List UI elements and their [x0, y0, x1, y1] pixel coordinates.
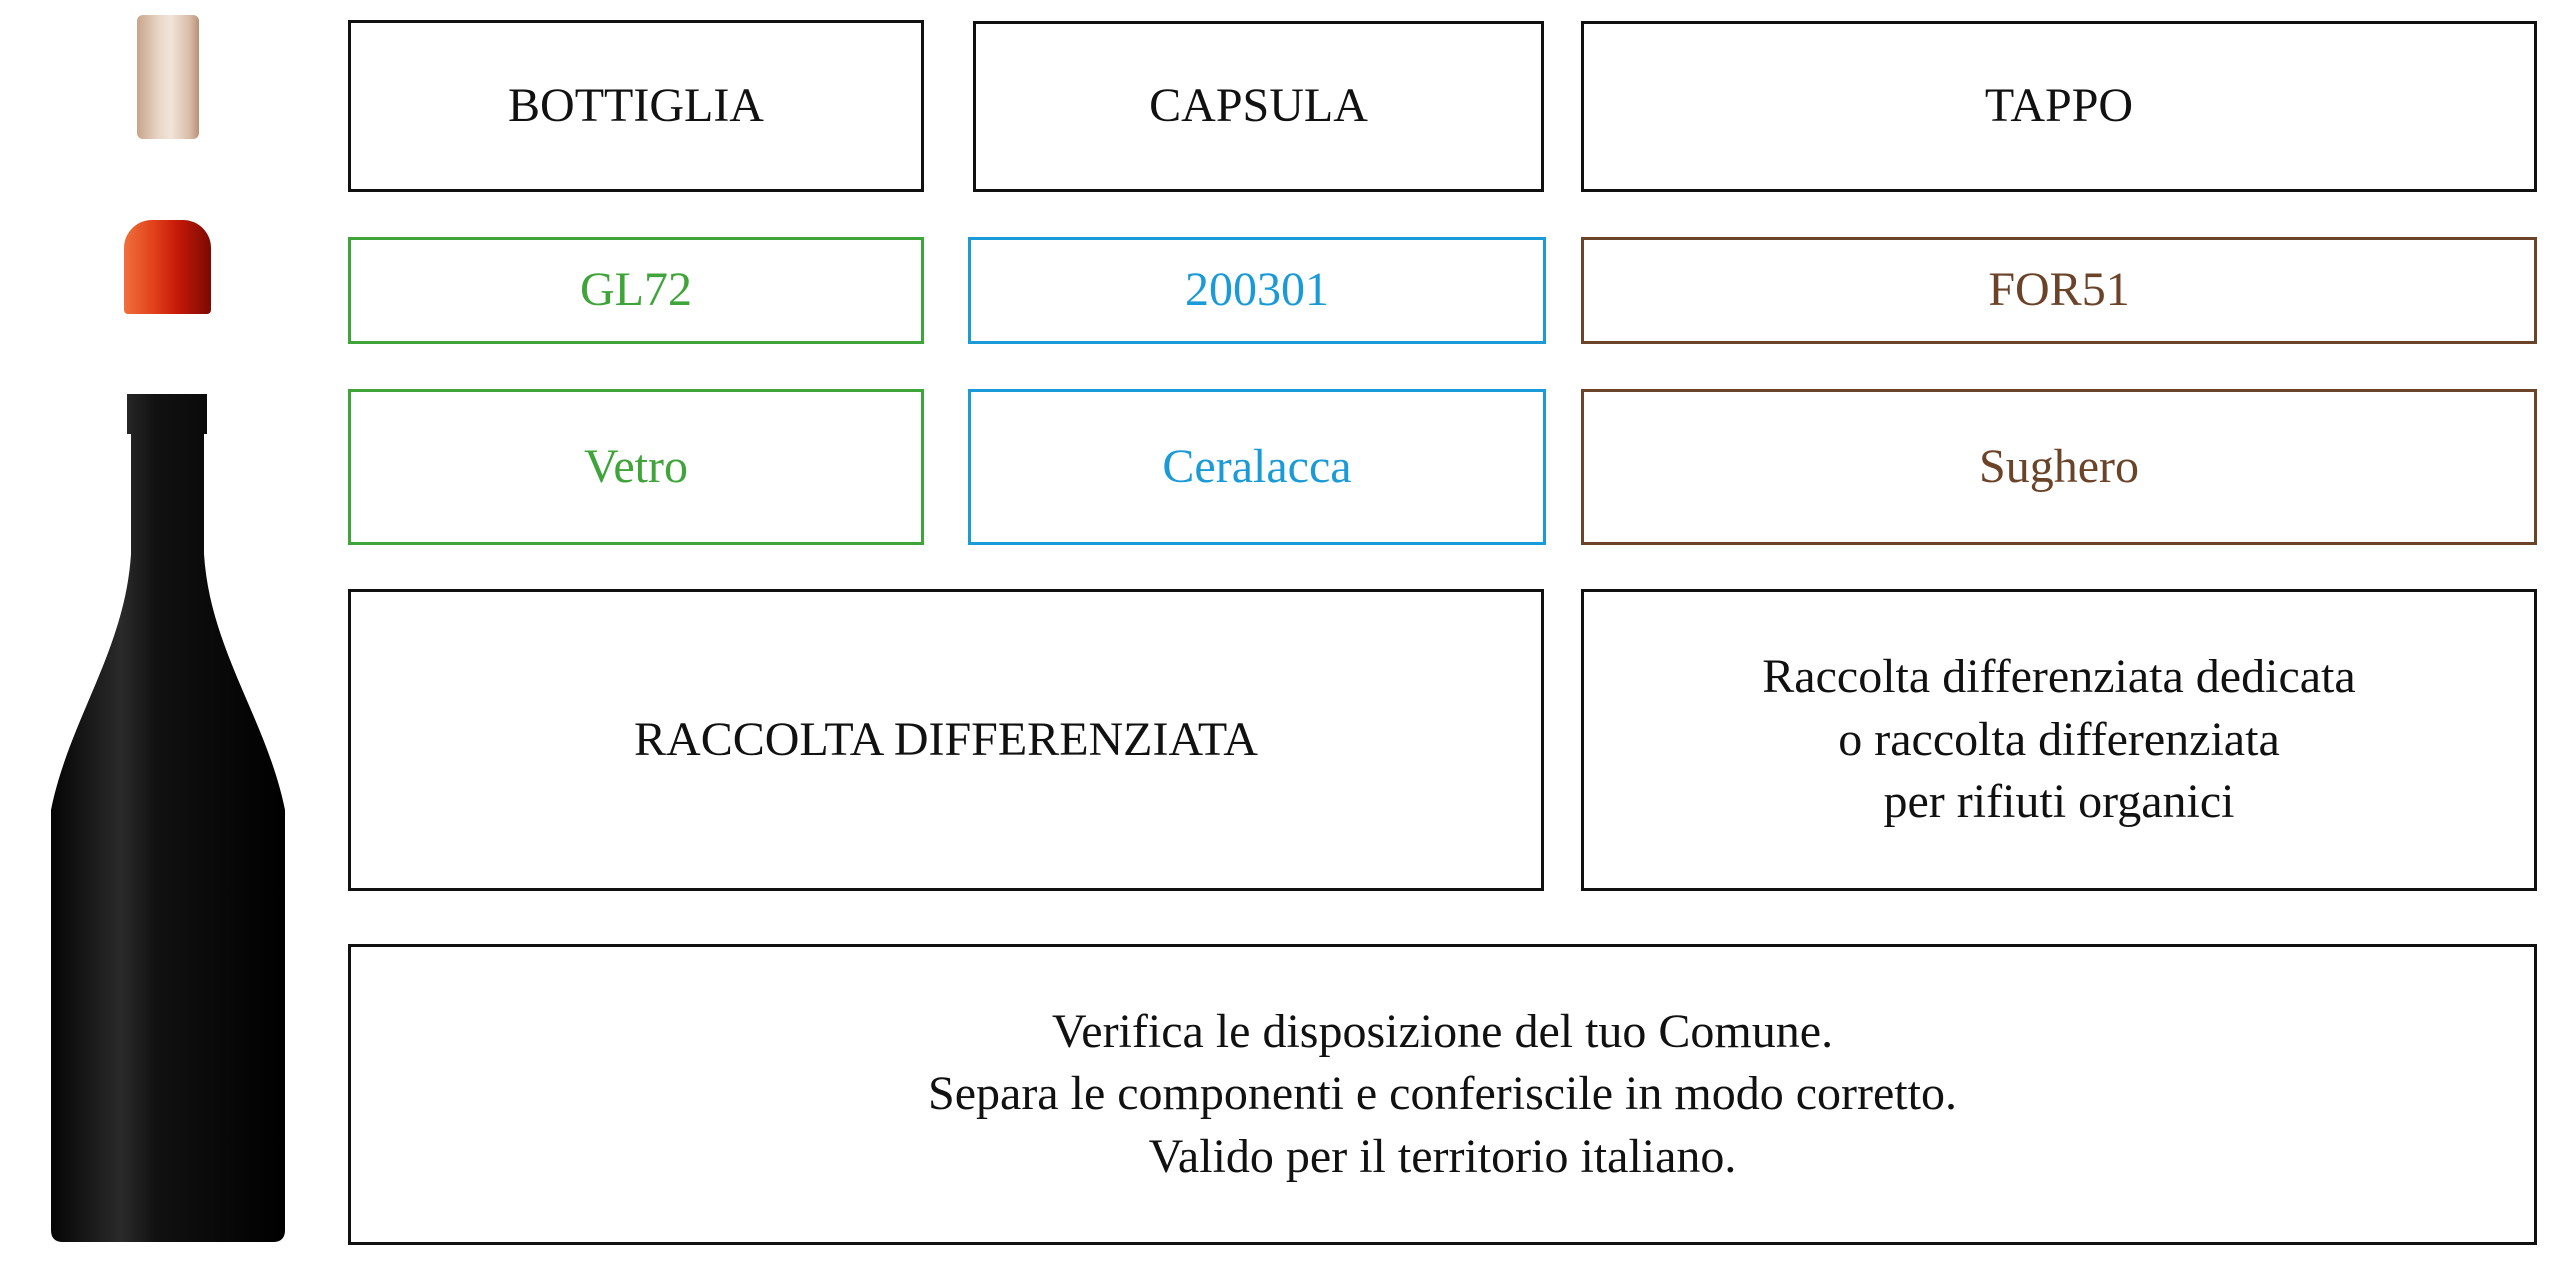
- disposal-cork-line: o raccolta differenziata: [1838, 712, 2280, 766]
- header-cork: TAPPO: [1581, 21, 2537, 192]
- code-capsule: 200301: [968, 237, 1546, 344]
- bottle-image: [35, 390, 300, 1246]
- disposal-cork: [1581, 589, 2537, 891]
- header-bottle: BOTTIGLIA: [348, 20, 924, 192]
- material-cork: Sughero: [1581, 389, 2537, 545]
- notice-line: Verifica le disposizione del tuo Comune.: [1051, 1004, 1834, 1058]
- code-cork: FOR51: [1581, 237, 2537, 344]
- disposal-cork-line: Raccolta differenziata dedicata: [1762, 650, 2356, 704]
- notice-box: [348, 944, 2537, 1245]
- disposal-cork-line: per rifiuti organici: [1883, 775, 2235, 829]
- material-bottle: Vetro: [348, 389, 924, 545]
- code-bottle: GL72: [348, 237, 924, 344]
- cork-image: [137, 15, 199, 139]
- header-capsule: CAPSULA: [973, 21, 1544, 192]
- notice-line: Valido per il territorio italiano.: [1148, 1129, 1737, 1183]
- disposal-bottle-capsule: RACCOLTA DIFFERENZIATA: [348, 589, 1544, 891]
- capsule-image: [124, 220, 211, 314]
- notice-line: Separa le componenti e conferiscile in modo corretto.: [928, 1067, 1957, 1121]
- material-capsule: Ceralacca: [968, 389, 1546, 545]
